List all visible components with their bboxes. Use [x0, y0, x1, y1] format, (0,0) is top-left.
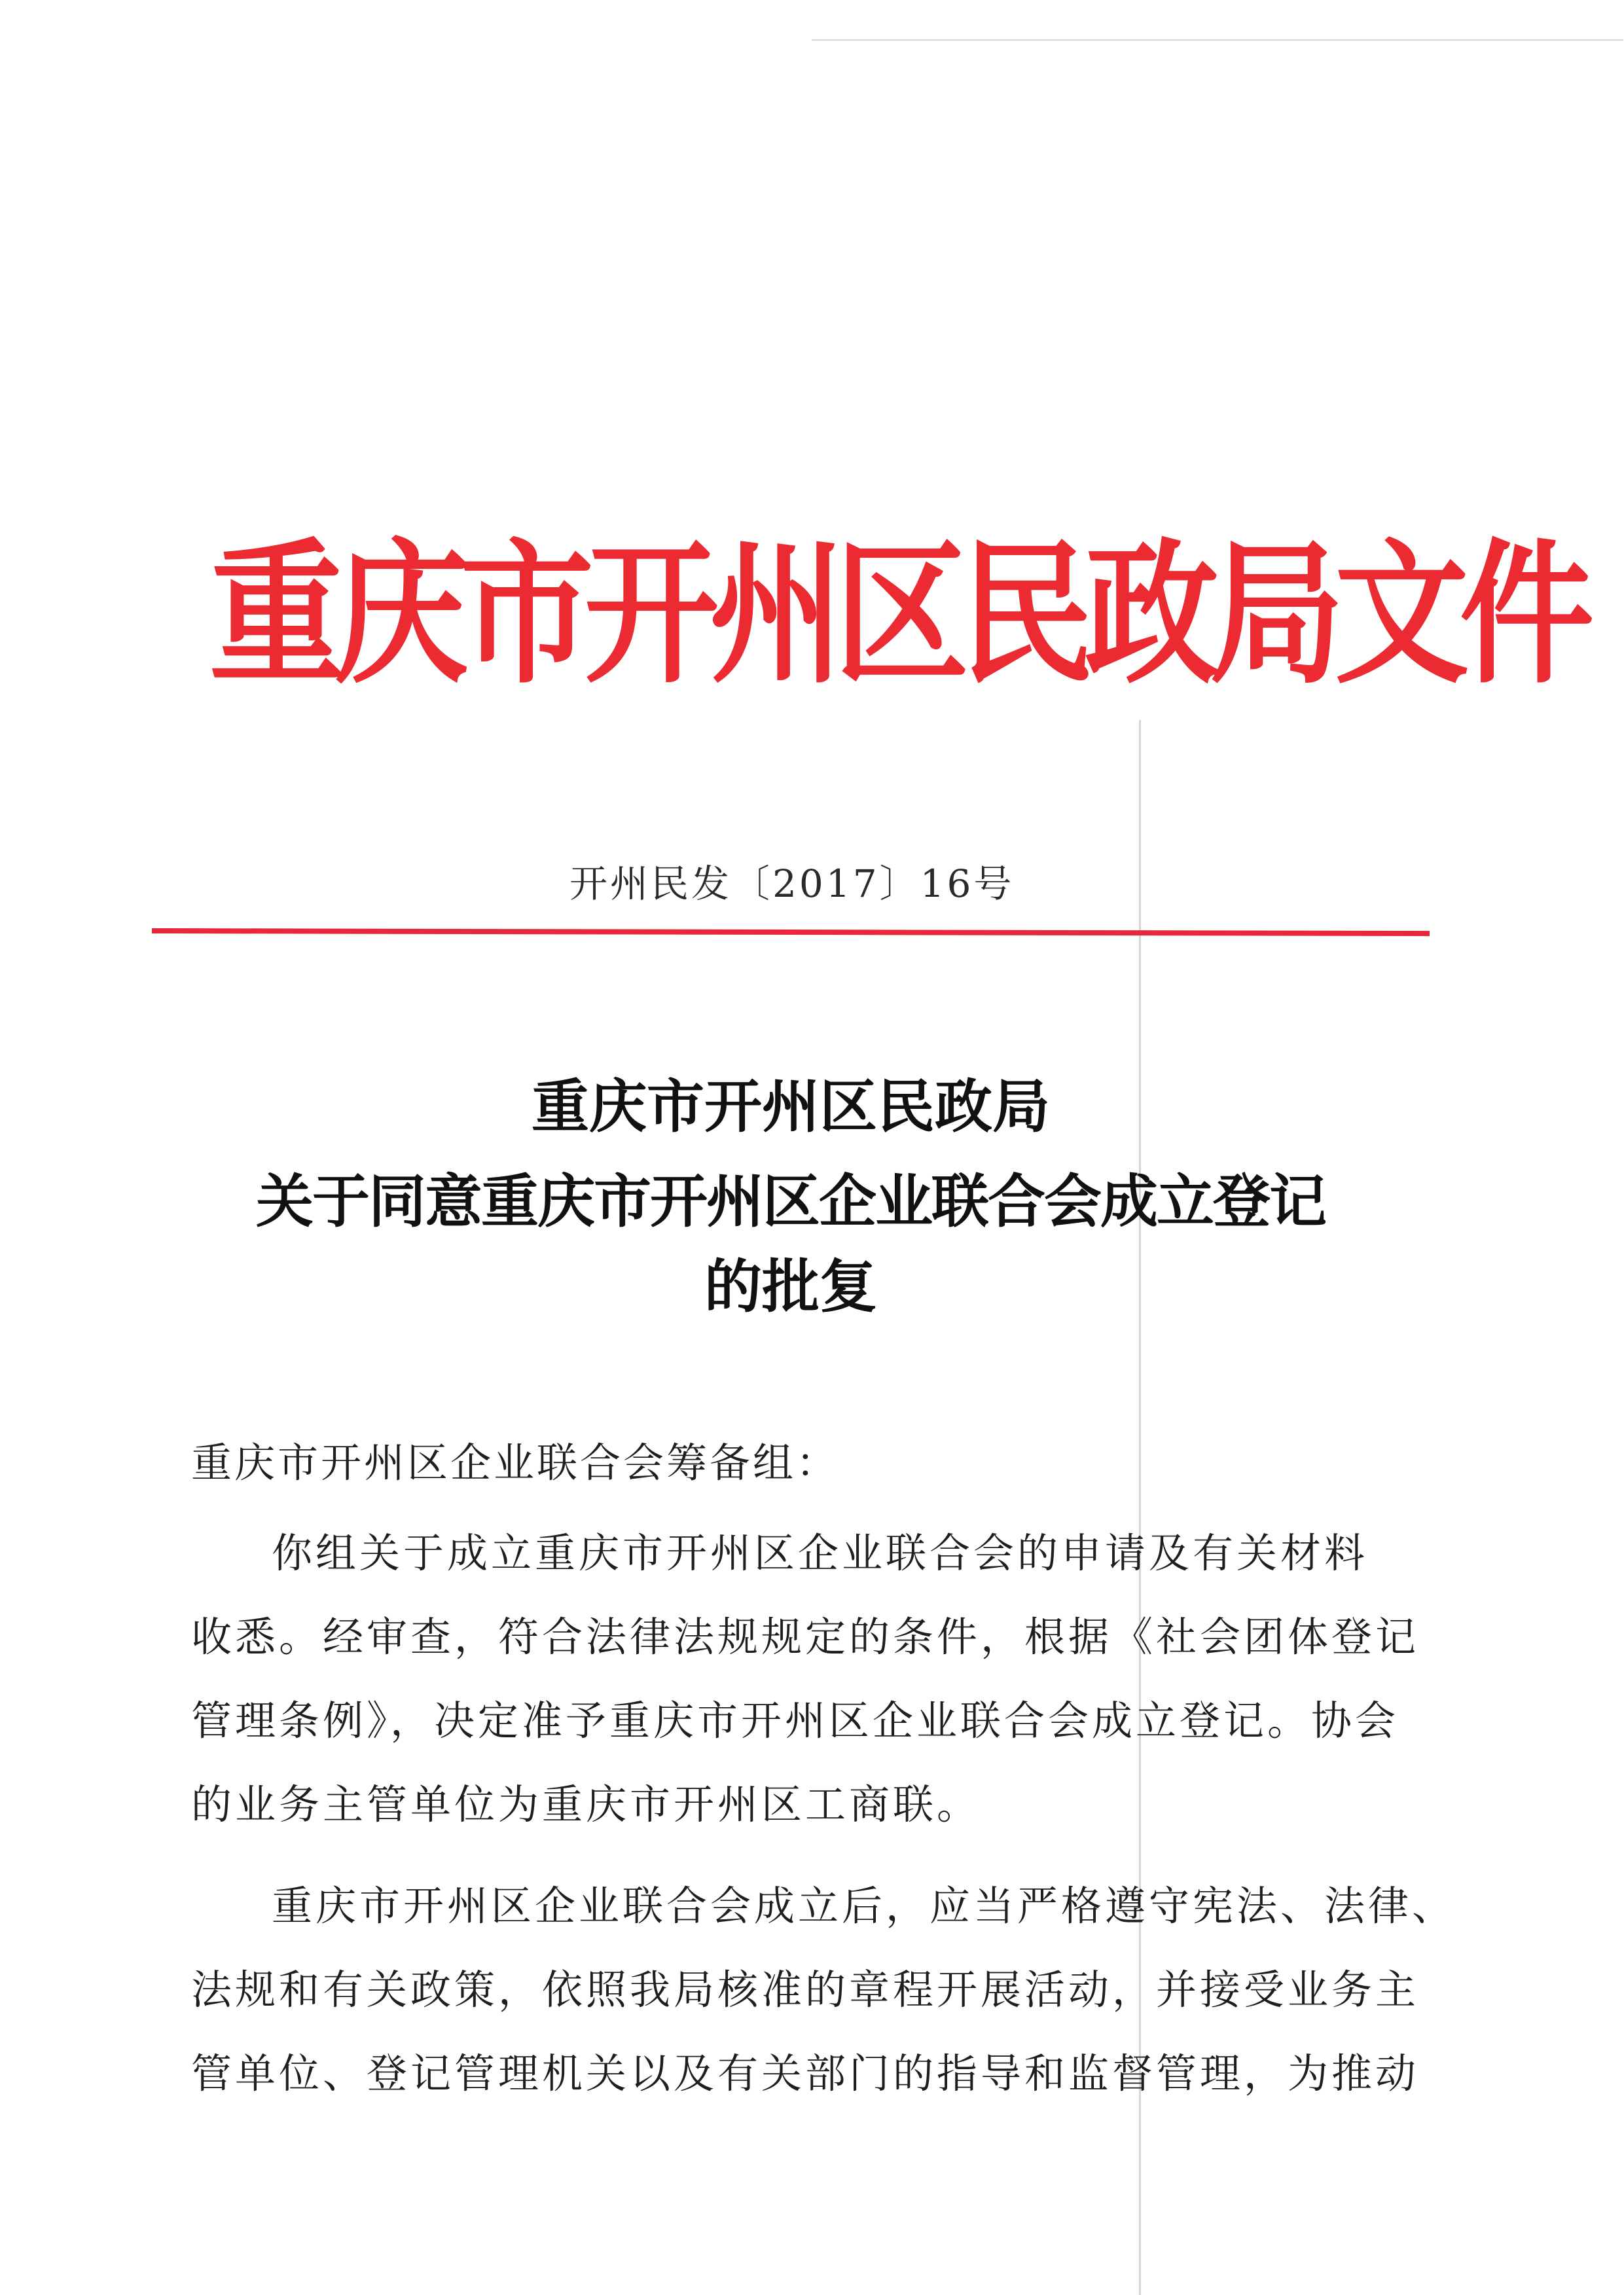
body-paragraph-1-line-1: 你组关于成立重庆市开州区企业联合会的申请及有关材料: [272, 1529, 1369, 1577]
document-title-line-2: 关于同意重庆市开州区企业联合会成立登记: [255, 1167, 1326, 1235]
body-paragraph-1-line-2: 收悉。经审查，符合法律法规规定的条件，根据《社会团体登记: [191, 1613, 1420, 1661]
red-divider-line: [152, 928, 1430, 936]
body-paragraph-2-line-3: 管单位、登记管理机关以及有关部门的指导和监督管理，为推动: [191, 2050, 1420, 2097]
document-title-line-1: 重庆市开州区民政局: [531, 1072, 1050, 1140]
issuing-authority-header: 重庆市开州区民政局文件: [209, 526, 1585, 705]
document-title-line-3: 的批复: [704, 1252, 877, 1320]
body-paragraph-1-line-3: 管理条例》，决定准予重庆市开州区企业联合会成立登记。协会: [191, 1697, 1399, 1744]
salutation: 重庆市开州区企业联合会筹备组：: [191, 1439, 840, 1487]
body-paragraph-2-line-1: 重庆市开州区企业联合会成立后，应当严格遵守宪法、法律、: [272, 1882, 1456, 1930]
scan-artifact-line: [812, 39, 1623, 41]
body-paragraph-1-line-4: 的业务主管单位为重庆市开州区工商联。: [191, 1780, 981, 1828]
document-number: 开州民发〔2017〕16号: [569, 861, 1015, 906]
body-paragraph-2-line-2: 法规和有关政策，依照我局核准的章程开展活动，并接受业务主: [191, 1966, 1420, 2014]
